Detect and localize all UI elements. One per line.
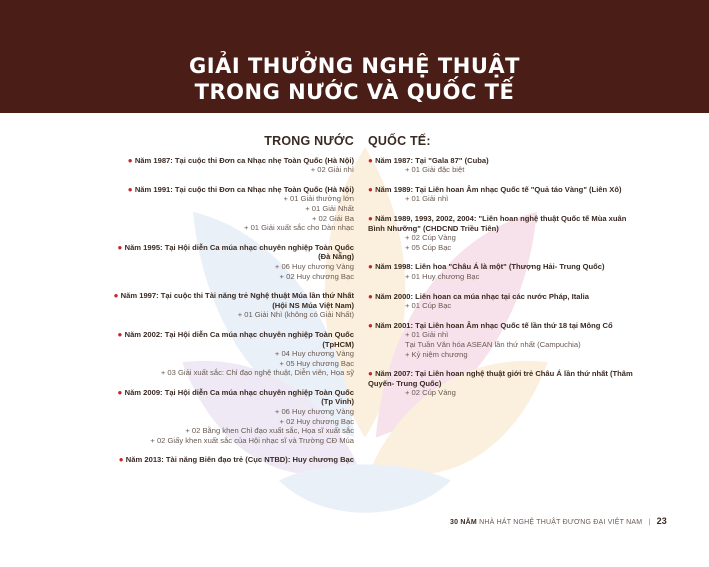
bullet-dot-icon: ●: [117, 329, 125, 339]
award-title-text: Năm 1997: Tại cuộc thi Tài năng trẻ Nghệ thuật Múa lần thứ Nhất (Hội NS Múa Việt Nam): [120, 291, 354, 310]
award-entry-title: [110, 185, 354, 195]
award-entry-title: [368, 369, 636, 388]
bullet-dot-icon: ●: [117, 242, 125, 252]
award-title-text: Năm 1987: Tại "Gala 87" (Cuba): [375, 155, 489, 165]
award-item: + 01 Giải nhì: [405, 194, 449, 204]
award-entry: [368, 262, 636, 281]
bullet-dot-icon: ●: [368, 369, 376, 379]
international-heading: QUỐC TẾ:: [368, 134, 431, 148]
bullet-dot-icon: ●: [368, 213, 376, 223]
award-item: Tại Tuần Văn hóa ASEAN lần thứ nhất (Campuchia): [405, 339, 581, 349]
award-title-text: Năm 2013: Tài năng Biên đạo trẻ (Cục NTBD): Huy chương Bạc: [125, 455, 354, 465]
award-item: + 02 Huy chương Bạc: [279, 416, 354, 426]
award-item: + 01 Giải nhì: [405, 330, 449, 340]
bullet-dot-icon: ●: [368, 320, 376, 330]
award-entry: [110, 455, 354, 465]
award-item: + 01 Giải Nhì (không có Giải Nhất): [237, 310, 354, 320]
footer-separator: |: [648, 519, 651, 526]
award-entry-title: [368, 292, 636, 302]
award-entry-title: [110, 291, 354, 310]
page-number: 23: [656, 516, 667, 526]
award-title-text: Năm 1991: Tại cuộc thi Đơn ca Nhạc nhẹ Toàn Quốc (Hà Nội): [134, 184, 354, 194]
award-entry-title: [368, 262, 636, 272]
award-entry: [110, 185, 354, 233]
award-item: + 02 Giấy khen xuất sắc của Hội nhạc sĩ và Trường CĐ Múa: [150, 435, 354, 445]
award-entry-title: [368, 214, 636, 233]
award-title-text: Năm 1998: Liên hoa "Châu Á là một" (Thượng Hải- Trung Quốc): [375, 262, 605, 272]
award-entry: [368, 214, 636, 252]
award-item: + 01 Giải xuất sắc cho Dàn nhạc: [244, 223, 354, 233]
award-item: + 01 Giải đặc biệt: [405, 165, 465, 175]
award-title-text: Năm 1995: Tại Hội diễn Ca múa nhạc chuyên nghiệp Toàn Quốc (Đà Nẵng): [124, 242, 354, 262]
award-entry-title: [110, 243, 354, 262]
award-item: + 05 Cúp Bạc: [405, 242, 452, 252]
award-entry: [368, 185, 636, 204]
award-title-text: Năm 2000: Liên hoan ca múa nhạc tại các nước Pháp, Italia: [375, 291, 589, 301]
bullet-dot-icon: ●: [117, 387, 125, 397]
bullet-dot-icon: ●: [127, 155, 135, 165]
award-entry: [368, 292, 636, 311]
award-entry: [110, 330, 354, 378]
award-entry-title: [368, 321, 636, 331]
award-entry-title: [110, 388, 354, 407]
award-title-text: Năm 2007: Tại Liên hoan nghệ thuật giới trẻ Châu Á lần thứ nhất (Thâm Quyến- Trung Quốc): [368, 369, 633, 388]
award-entry: [110, 243, 354, 281]
award-entry-title: [110, 330, 354, 349]
award-entry-title: [110, 156, 354, 166]
award-item: + 02 Giải Ba: [311, 213, 354, 223]
award-entry: [110, 291, 354, 320]
award-item: + 02 Bằng khen Chỉ đạo xuất sắc, Họa sĩ xuất sắc: [185, 426, 354, 436]
award-entry-title: [368, 156, 636, 166]
award-title-text: Năm 1989, 1993, 2002, 2004: "Liên hoan nghệ thuật Quốc tế Mùa xuân Bình Nhưỡng" (CHDCND Triều Tiên): [368, 213, 627, 233]
bullet-dot-icon: ●: [118, 455, 126, 465]
award-entry: [368, 156, 636, 175]
award-item: + 02 Cúp Vàng: [405, 388, 456, 398]
award-item: + 06 Huy chương Vàng: [274, 261, 354, 271]
award-item: + 01 Giải thưởng lớn: [283, 194, 354, 204]
award-item: + 01 Cúp Bạc: [405, 301, 452, 311]
award-title-text: Năm 2001: Tại Liên hoan Âm nhạc Quốc tế lần thứ 18 tại Mông Cổ: [375, 320, 613, 330]
award-item: + 02 Cúp Vàng: [405, 233, 456, 243]
award-title-text: Năm 2009: Tại Hội diễn Ca múa nhạc chuyên nghiệp Toàn Quốc (Tp Vinh): [124, 387, 354, 407]
award-entry: [368, 369, 636, 398]
bullet-dot-icon: ●: [368, 262, 376, 272]
international-awards-column: [368, 134, 636, 408]
award-item: + 02 Giải nhì: [310, 165, 354, 175]
footer-years: 30 NĂM: [450, 519, 477, 526]
award-entry: [110, 388, 354, 446]
bullet-dot-icon: ●: [127, 184, 135, 194]
award-entry: [368, 321, 636, 359]
award-title-text: Năm 2002: Tại Hội diễn Ca múa nhạc chuyên nghiệp Toàn Quốc (TpHCM): [124, 329, 354, 349]
bullet-dot-icon: ●: [368, 291, 376, 301]
award-item: + Kỷ niệm chương: [405, 349, 468, 359]
award-item: + 01 Giải Nhất: [305, 203, 354, 213]
award-item: + 01 Huy chương Bạc: [405, 271, 480, 281]
page-title-line2: TRONG NƯỚC VÀ QUỐC TẾ: [194, 80, 515, 104]
bullet-dot-icon: ●: [368, 184, 376, 194]
page-title-line1: GIẢI THƯỞNG NGHỆ THUẬT: [189, 54, 520, 78]
domestic-heading: TRONG NƯỚC: [264, 134, 354, 148]
bullet-dot-icon: ●: [113, 291, 121, 301]
award-item: + 05 Huy chương Bạc: [279, 358, 354, 368]
award-entry-title: [110, 455, 354, 465]
award-item: + 04 Huy chương Vàng: [274, 349, 354, 359]
award-item: + 03 Giải xuất sắc: Chỉ đạo nghệ thuật, Diễn viên, Họa sỹ: [160, 368, 354, 378]
award-item: + 02 Huy chương Bạc: [279, 271, 354, 281]
award-entry: [110, 156, 354, 175]
award-title-text: Năm 1989: Tại Liên hoan Âm nhạc Quốc tế "Quả táo Vàng" (Liên Xô): [375, 184, 622, 194]
page-footer: [450, 516, 667, 526]
domestic-awards-column: [110, 134, 354, 475]
footer-org-name: NHÀ HÁT NGHỆ THUẬT ĐƯƠNG ĐẠI VIỆT NAM: [479, 519, 643, 526]
award-title-text: Năm 1987: Tại cuộc thi Đơn ca Nhạc nhẹ Toàn Quốc (Hà Nội): [134, 155, 354, 165]
award-item: + 06 Huy chương Vàng: [274, 407, 354, 417]
award-entry-title: [368, 185, 636, 195]
bullet-dot-icon: ●: [368, 155, 376, 165]
